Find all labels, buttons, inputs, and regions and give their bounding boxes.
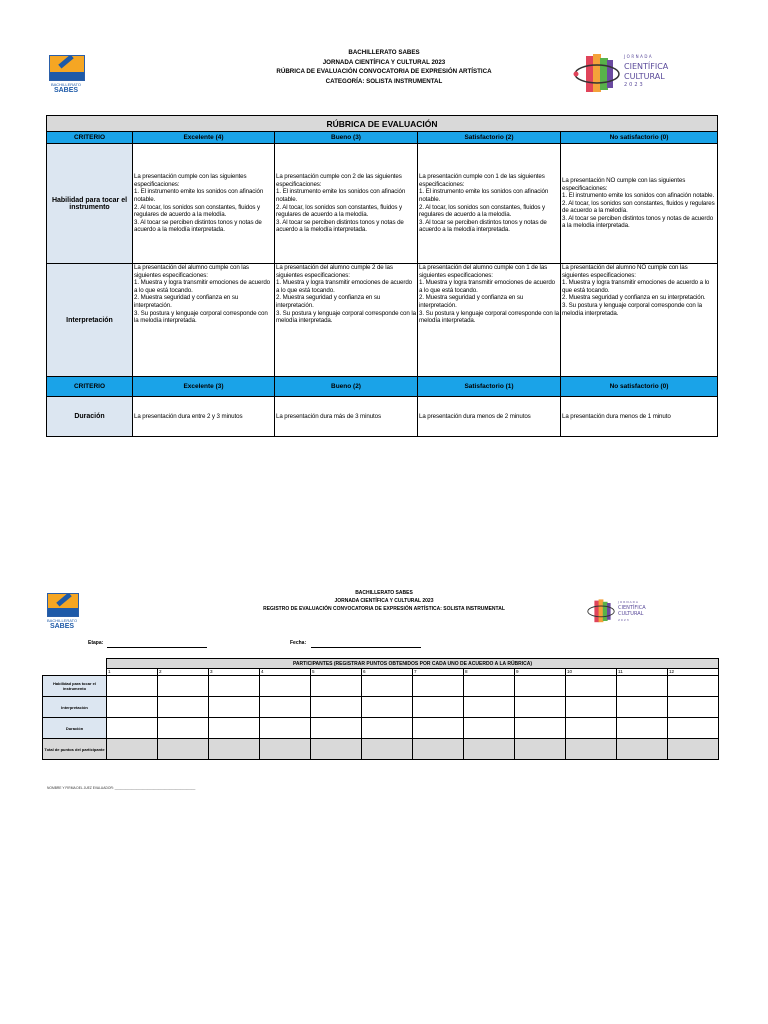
participant-num: 1 bbox=[107, 669, 158, 676]
score-cell[interactable] bbox=[209, 718, 260, 739]
score-cell[interactable] bbox=[464, 697, 515, 718]
habilidad-excelente: La presentación cumple con las siguientes especificaciones: 1. El instrumento emite los sonidos con afinación notable. 2. Al tocar, los sonidos son constantes, fluidos y regulares de acuerdo a la melodía. 3. Al tocar se perciben distintos tonos y notas de acuerdo a la melodía interpretada. bbox=[133, 144, 275, 264]
score-cell[interactable] bbox=[107, 697, 158, 718]
fecha-label: Fecha: bbox=[290, 640, 307, 646]
logo2-subtitle: BACHILLERATO bbox=[47, 618, 78, 623]
header-line-4: CATEGORÍA: SOLISTA INSTRUMENTAL bbox=[325, 77, 443, 85]
header-line-3: RÚBRICA DE EVALUACIÓN CONVOCATORIA DE EXPRESIÓN ARTÍSTICA bbox=[276, 68, 492, 75]
jornada-emblem-icon-2 bbox=[586, 597, 616, 627]
header-excelente: Excelente (4) bbox=[133, 132, 275, 144]
header2-satisfactorio: Satisfactorio (1) bbox=[418, 377, 561, 397]
total-cell[interactable] bbox=[566, 739, 617, 760]
logo2-name: SABES bbox=[49, 623, 75, 630]
header-line-2: JORNADA CIENTÍFICA Y CULTURAL 2023 bbox=[322, 58, 446, 66]
total-cell[interactable] bbox=[413, 739, 464, 760]
participant-num: 10 bbox=[566, 669, 617, 676]
score-cell[interactable] bbox=[566, 718, 617, 739]
corner-cell bbox=[43, 659, 107, 669]
pencil-logo-icon bbox=[49, 55, 85, 81]
score-cell[interactable] bbox=[464, 718, 515, 739]
header2-line-2: JORNADA CIENTÍFICA Y CULTURAL 2023 bbox=[334, 598, 434, 604]
criterion-duracion: Duración bbox=[47, 397, 133, 437]
etapa-label: Etapa: bbox=[88, 640, 104, 646]
jornada2-line2: CIENTÍFICA bbox=[618, 605, 646, 611]
jornada-line4: 2023 bbox=[624, 82, 645, 88]
score-cell[interactable] bbox=[158, 697, 209, 718]
total-cell[interactable] bbox=[209, 739, 260, 760]
jornada-line1: JORNADA bbox=[624, 54, 654, 59]
score-cell[interactable] bbox=[209, 697, 260, 718]
logo-subtitle: BACHILLERATO bbox=[50, 82, 82, 87]
score-cell[interactable] bbox=[413, 718, 464, 739]
total-cell[interactable] bbox=[668, 739, 719, 760]
total-cell[interactable] bbox=[311, 739, 362, 760]
duracion-bueno: La presentación dura más de 3 minutos bbox=[275, 397, 418, 437]
score-cell[interactable] bbox=[158, 718, 209, 739]
total-cell[interactable] bbox=[617, 739, 668, 760]
rubric-title: RÚBRICA DE EVALUACIÓN bbox=[47, 116, 718, 132]
jornada-emblem-icon bbox=[572, 50, 622, 100]
participant-num: 12 bbox=[668, 669, 719, 676]
header-line-1: BACHILLERATO SABES bbox=[348, 49, 420, 56]
score-row-interpretacion bbox=[43, 697, 719, 718]
score-cell[interactable] bbox=[311, 718, 362, 739]
duracion-excelente: La presentación dura entre 2 y 3 minutos bbox=[133, 397, 275, 437]
header-bueno: Bueno (3) bbox=[275, 132, 418, 144]
header2-criterio: CRITERIO bbox=[47, 377, 133, 397]
participant-num: 4 bbox=[260, 669, 311, 676]
jornada2-line4: 2023 bbox=[618, 618, 630, 622]
logo-name: SABES bbox=[53, 87, 79, 94]
row-label-habilidad: Habilidad para tocar el instrumento bbox=[43, 676, 107, 697]
score-cell[interactable] bbox=[566, 676, 617, 697]
criterion-habilidad: Habilidad para tocar el instrumento bbox=[47, 144, 133, 264]
duracion-satisfactorio: La presentación dura menos de 2 minutos bbox=[418, 397, 561, 437]
score-cell[interactable] bbox=[515, 676, 566, 697]
score-cell[interactable] bbox=[413, 697, 464, 718]
sabes-logo-2 bbox=[47, 593, 77, 631]
score-cell[interactable] bbox=[260, 676, 311, 697]
page2-header bbox=[200, 589, 568, 613]
participant-num: 9 bbox=[515, 669, 566, 676]
corner-cell-2 bbox=[43, 669, 107, 676]
score-cell[interactable] bbox=[107, 676, 158, 697]
score-cell[interactable] bbox=[617, 697, 668, 718]
score-cell[interactable] bbox=[617, 718, 668, 739]
pencil-logo-icon-2 bbox=[47, 593, 79, 617]
jornada2-line3: CULTURAL bbox=[618, 611, 644, 617]
jornada2-line1: JORNADA bbox=[618, 600, 639, 604]
header-satisfactorio: Satisfactorio (2) bbox=[418, 132, 561, 144]
header2-line-3: REGISTRO DE EVALUACIÓN CONVOCATORIA DE EXPRESIÓN ARTÍSTICA: SOLISTA INSTRUMENTAL bbox=[263, 606, 505, 612]
jornada-logo-2 bbox=[586, 597, 656, 627]
interpretacion-excelente: La presentación del alumno cumple con las siguientes especificaciones: 1. Muestra y logra transmitir emociones de acuerdo a lo que está tocando. 2. Muestra seguridad y confianza en su interpretación. 3. Su postura y lenguaje corporal corresponde con la melodía interpretada. bbox=[133, 264, 275, 377]
score-cell[interactable] bbox=[260, 697, 311, 718]
jornada-line3: CULTURAL bbox=[624, 72, 665, 81]
header2-bueno: Bueno (2) bbox=[275, 377, 418, 397]
jornada-line2: CIENTÍFICA bbox=[624, 62, 669, 71]
participant-num: 2 bbox=[158, 669, 209, 676]
score-cell[interactable] bbox=[362, 676, 413, 697]
score-row-duracion bbox=[43, 718, 719, 739]
row-label-interpretacion: Interpretación bbox=[43, 697, 107, 718]
criterion-interpretacion: Interpretación bbox=[47, 264, 133, 377]
header2-line-1: BACHILLERATO SABES bbox=[355, 590, 413, 596]
score-cell[interactable] bbox=[311, 676, 362, 697]
score-row-habilidad bbox=[43, 676, 719, 697]
duracion-no-satisfactorio: La presentación dura menos de 1 minuto bbox=[561, 397, 718, 437]
score-cell[interactable] bbox=[668, 676, 719, 697]
total-cell[interactable] bbox=[464, 739, 515, 760]
row-label-total: Total de puntos del participante bbox=[43, 739, 107, 760]
total-cell[interactable] bbox=[515, 739, 566, 760]
sabes-logo bbox=[49, 55, 83, 95]
total-cell[interactable] bbox=[158, 739, 209, 760]
habilidad-satisfactorio: La presentación cumple con 1 de las siguientes especificaciones: 1. El instrumento emite los sonidos con afinación notable. 2. Al tocar, los sonidos son constantes, fluidos y regulares de acuerdo a la melodía. 3. Al tocar se perciben distintos tonos y notas de acuerdo a la melodía interpretada. bbox=[418, 144, 561, 264]
score-cell[interactable] bbox=[515, 718, 566, 739]
score-cell[interactable] bbox=[413, 676, 464, 697]
score-cell[interactable] bbox=[668, 697, 719, 718]
row-label-duracion: Duración bbox=[43, 718, 107, 739]
total-cell[interactable] bbox=[362, 739, 413, 760]
header2-excelente: Excelente (3) bbox=[133, 377, 275, 397]
score-cell[interactable] bbox=[362, 697, 413, 718]
score-cell[interactable] bbox=[362, 718, 413, 739]
score-cell[interactable] bbox=[668, 718, 719, 739]
jornada-logo bbox=[572, 50, 682, 100]
score-cell[interactable] bbox=[311, 697, 362, 718]
participant-num: 8 bbox=[464, 669, 515, 676]
fecha-field[interactable] bbox=[311, 641, 421, 648]
score-cell[interactable] bbox=[566, 697, 617, 718]
header2-no-satisfactorio: No satisfactorio (0) bbox=[561, 377, 718, 397]
header-criterio: CRITERIO bbox=[47, 132, 133, 144]
score-cell[interactable] bbox=[515, 697, 566, 718]
participant-num: 7 bbox=[413, 669, 464, 676]
participant-num: 5 bbox=[311, 669, 362, 676]
interpretacion-satisfactorio: La presentación del alumno cumple con 1 de las siguientes especificaciones: 1. Muestra y logra transmitir emociones de acuerdo a lo que está tocando. 2. Muestra seguridad y confianza en su interpretación. 3. Su postura y lenguaje corporal corresponde con la melodía interpretada. bbox=[418, 264, 561, 377]
interpretacion-no-satisfactorio: La presentación del alumno NO cumple con las siguientes especificaciones: 1. Muestra y logra transmitir emociones de acuerdo a lo que está tocando. 2. Muestra seguridad y confianza en su interpretación. 3. Su postura y lenguaje corporal corresponde con la melodía interpretada. bbox=[561, 264, 718, 377]
total-cell[interactable] bbox=[260, 739, 311, 760]
habilidad-bueno: La presentación cumple con 2 de las siguientes especificaciones: 1. El instrumento emite los sonidos con afinación notable. 2. Al tocar, los sonidos son constantes, fluidos y regulares de acuerdo a la melodía. 3. Al tocar se perciben distintos tonos y notas de acuerdo a la melodía interpretada. bbox=[275, 144, 418, 264]
evaluator-signature-line: NOMBRE Y FIRMA DEL JUEZ EVALUADOR: ____________________________________________ bbox=[47, 786, 196, 790]
header-no-satisfactorio: No satisfactorio (0) bbox=[561, 132, 718, 144]
score-row-total bbox=[43, 739, 719, 760]
score-cell[interactable] bbox=[464, 676, 515, 697]
participant-num: 11 bbox=[617, 669, 668, 676]
score-cell[interactable] bbox=[260, 718, 311, 739]
total-cell[interactable] bbox=[107, 739, 158, 760]
participant-num: 3 bbox=[209, 669, 260, 676]
registration-table bbox=[42, 658, 719, 760]
etapa-field[interactable] bbox=[107, 641, 207, 648]
score-cell[interactable] bbox=[158, 676, 209, 697]
score-cell[interactable] bbox=[107, 718, 158, 739]
habilidad-no-satisfactorio: La presentación NO cumple con las siguientes especificaciones: 1. El instrumento emite los sonidos con afinación notable. 2. Al tocar, los sonidos son constantes, fluidos y regulares de acuerdo a la melodía. 3. Al tocar se perciben distintos tonos y notas de acuerdo a la melodía interpretada. bbox=[561, 144, 718, 264]
score-cell[interactable] bbox=[617, 676, 668, 697]
rubric-table bbox=[46, 115, 718, 437]
page1-header bbox=[200, 48, 568, 86]
interpretacion-bueno: La presentación del alumno cumple 2 de las siguientes especificaciones: 1. Muestra y logra transmitir emociones de acuerdo a lo que está tocando. 2. Muestra seguridad y confianza en su interpretación. 3. Su postura y lenguaje corporal corresponde con la melodía interpretada. bbox=[275, 264, 418, 377]
participants-title: PARTICIPANTES (REGISTRAR PUNTOS OBTENIDOS POR CADA UNO DE ACUERDO A LA RÚBRICA) bbox=[107, 659, 719, 669]
participant-num: 6 bbox=[362, 669, 413, 676]
score-cell[interactable] bbox=[209, 676, 260, 697]
